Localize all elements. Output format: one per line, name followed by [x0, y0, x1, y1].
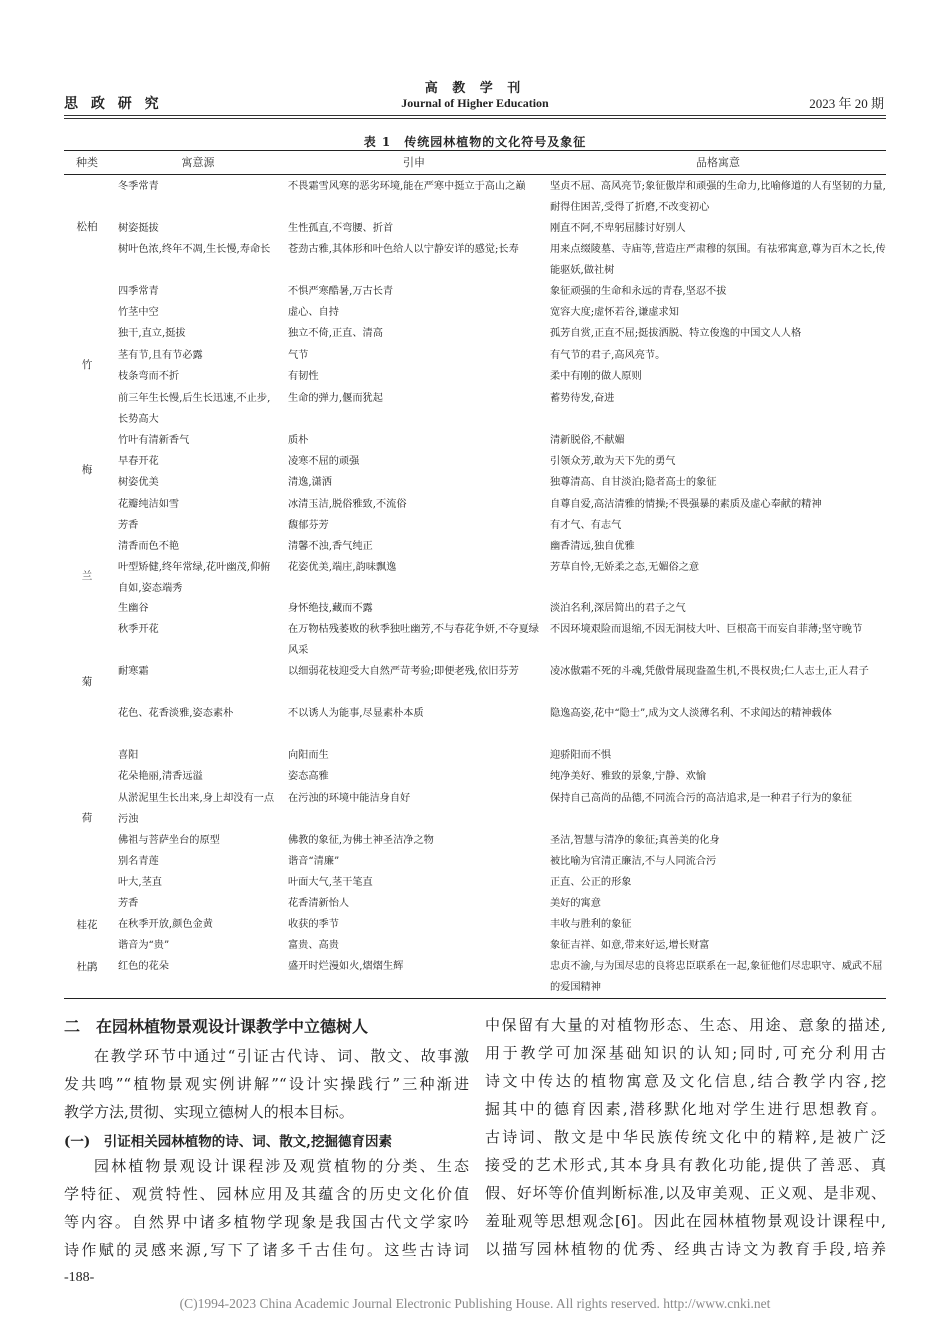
text-line: 掘其中的德育因素,潜移默化地对学生进行思想教育。	[485, 1100, 886, 1118]
table-cell-kind: 菊	[81, 676, 93, 688]
table-cell-origin: 树姿优美	[118, 477, 159, 488]
table-cell-extension: 不惧严寒酷暑,万古长青	[288, 286, 394, 297]
table-row	[64, 557, 886, 599]
table-row	[64, 935, 886, 956]
table-cell-origin: 竹叶有清新香气	[118, 435, 190, 446]
table-cell-origin: 别名青莲	[118, 856, 159, 867]
table-cell-quality: 隐逸高姿,花中“隐士”,成为文人淡薄名利、不求闻达的精神载体	[550, 708, 832, 719]
subsection-title: (一) 引证相关园林植物的诗、词、散文,挖掘德育因素	[64, 1134, 392, 1150]
table-cell-extension: 盛开时烂漫如火,熠熠生辉	[288, 961, 404, 972]
table-cell-quality: 迎骄阳而不惧	[550, 750, 612, 761]
text-line: 园林植物景观设计课程涉及观赏植物的分类、生态	[94, 1157, 469, 1175]
issue-label: 2023 年 20 期	[809, 96, 884, 111]
table-cell-extension: 冰清玉洁,脱俗雅致,不流俗	[288, 499, 407, 510]
table-cell-extension: 向阳而生	[288, 750, 329, 761]
table-cell-origin: 叶型矫健,终年常绿,花叶幽茂,仰俯自如,姿态端秀	[118, 562, 271, 594]
text-line: 诗作赋的灵感来源,写下了诸多千古佳句。这些古诗词	[64, 1241, 469, 1259]
table-row	[64, 430, 886, 451]
table-row	[64, 598, 886, 619]
table-row	[64, 745, 886, 766]
text-line: 接受的艺术形式,其本身具有教化功能,提供了善恶、真	[485, 1156, 886, 1174]
text-line: 教学方法,贯彻、实现立德树人的根本目标。	[64, 1103, 354, 1121]
table-cell-extension: 生性孤直,不弯腰、折首	[288, 223, 394, 234]
table-caption: 表 1 传统园林植物的文化符号及象征	[363, 135, 587, 149]
table-cell-origin: 生幽谷	[118, 603, 149, 614]
table-row	[64, 536, 886, 557]
table-row	[64, 494, 886, 515]
table-header-quality: 品格寓意	[696, 156, 740, 169]
table-cell-origin: 花朵艳丽,清香远溢	[118, 771, 203, 782]
table-cell-quality: 芳草自怜,无娇柔之态,无媚俗之意	[550, 562, 700, 573]
table-row	[64, 218, 886, 239]
table-cell-extension: 有韧性	[288, 371, 319, 382]
table-cell-origin: 冬季常青	[118, 181, 159, 192]
table-cell-quality: 宽容大度;虚怀若谷,谦虚求知	[550, 307, 679, 318]
table-cell-origin: 花色、花香淡雅,姿态素朴	[118, 708, 234, 719]
table-cell-extension: 质朴	[288, 435, 309, 446]
table-cell-quality: 美好的寓意	[550, 898, 601, 909]
table-cell-origin: 从淤泥里生长出来,身上却没有一点污浊	[118, 793, 275, 825]
table-cell-quality: 坚贞不屈、高风亮节;象征傲岸和顽强的生命力,比喻修道的人有坚韧的力量,耐得住困苦,受得了折磨,不改变初心	[550, 181, 886, 213]
table-cell-extension: 以细弱花枝迎受大自然严苛考验;即便老残,依旧芬芳	[288, 666, 519, 677]
table-cell-quality: 孤芳自赏,正直不屈;挺拔洒脱、特立俊逸的中国文人人格	[550, 328, 802, 339]
table-row	[64, 788, 886, 830]
table-cell-kind: 桂花	[76, 919, 98, 931]
table-cell-extension: 身怀绝技,藏而不露	[288, 603, 373, 614]
table-cell-extension: 谐音“清廉”	[288, 856, 340, 867]
table-cell-extension: 花香清新怡人	[288, 898, 350, 909]
table-cell-quality: 清新脱俗,不献媚	[550, 435, 625, 446]
text-line: 以描写园林植物的优秀、经典古诗文为教育手段,培养	[485, 1240, 886, 1258]
table-row	[64, 851, 886, 872]
table-cell-extension: 苍劲古雅,其体形和叶色给人以宁静安详的感觉;长寿	[288, 244, 519, 255]
table-cell-extension: 凌寒不屈的顽强	[288, 456, 360, 467]
table-cell-kind: 梅	[81, 464, 93, 476]
table-row	[64, 956, 886, 998]
page-number: -188-	[64, 1270, 95, 1285]
table-row	[64, 176, 886, 218]
table-cell-quality: 蓄势待发,奋进	[550, 393, 615, 404]
table-cell-extension: 清馨不浊,香气纯正	[288, 541, 373, 552]
table-cell-origin: 早春开花	[118, 456, 159, 467]
table-cell-origin: 茎有节,且有节必露	[118, 350, 203, 361]
table-cell-origin: 秋季开花	[118, 624, 159, 635]
table-cell-quality: 独尊清高、自甘淡泊;隐者高士的象征	[550, 477, 717, 488]
text-line: 在教学环节中通过“引证古代诗、词、散文、故事激	[94, 1047, 469, 1065]
table-cell-extension: 生命的弹力,偃而犹起	[288, 393, 383, 404]
table-cell-extension: 富贵、高贵	[288, 940, 339, 951]
table-row	[64, 302, 886, 323]
table-cell-quality: 象征顽强的生命和永远的青春,坚忍不拔	[550, 286, 727, 297]
table-cell-quality: 丰收与胜利的象征	[550, 919, 632, 930]
text-line: 诗文中传达的植物寓意及文化信息,结合教学内容,挖	[485, 1072, 886, 1090]
section-title: 二 在园林植物景观设计课教学中立德树人	[64, 1017, 369, 1036]
table-cell-quality: 幽香清远,独自优雅	[550, 541, 635, 552]
table-cell-origin: 叶大,茎直	[118, 877, 162, 888]
table-cell-origin: 耐寒霜	[118, 666, 149, 677]
intro-paragraph	[64, 1042, 469, 1126]
table-cell-extension: 叶面大气,茎干笔直	[288, 877, 373, 888]
table-row	[64, 281, 886, 302]
table-row	[64, 451, 886, 472]
table-cell-extension: 花姿优美,端庄,韵味飘逸	[288, 562, 397, 573]
table-cell-extension: 在万物枯残萎败的秋季独吐幽芳,不与春花争妍,不夺夏绿风采	[288, 624, 539, 656]
table-header-rule	[64, 174, 886, 175]
table-cell-kind: 松柏	[76, 221, 98, 233]
table-cell-origin: 树叶色浓,终年不凋,生长慢,寿命长	[118, 244, 271, 255]
table-cell-extension: 不以诱人为能事,尽显素朴本质	[288, 708, 424, 719]
table-cell-origin: 前三年生长慢,后生长迅速,不止步,长势高大	[118, 393, 271, 425]
text-line: 中保留有大量的对植物形态、生态、用途、意象的描述,	[485, 1016, 886, 1034]
table-cell-quality: 保持自己高尚的品德,不同流合污的高洁追求,是一种君子行为的象征	[550, 793, 852, 804]
table-cell-quality: 不因环境艰险而退缩,不因无洞枝大叶、巨根高干而妄自菲薄;坚守晚节	[550, 624, 863, 635]
table-row	[64, 830, 886, 851]
table-cell-origin: 树姿挺拔	[118, 223, 159, 234]
table-cell-quality: 纯净美好、雅致的景象,宁静、欢愉	[550, 771, 707, 782]
text-line: 发共鸣”“植物景观实例讲解”“设计实操践行”三种渐进	[64, 1075, 469, 1093]
table-cell-quality: 被比喻为官清正廉洁,不与人同流合污	[550, 856, 717, 867]
text-line: 假、好坏等价值判断标准,以及审美观、正义观、是非观、	[485, 1184, 886, 1202]
table-cell-quality: 用来点缀陵墓、寺庙等,营造庄严肃穆的氛围。有祛邪寓意,尊为百木之长,传能驱妖,做社树	[550, 244, 886, 276]
text-line: 羞耻观等思想观念[6]。因此在园林植物景观设计课程中,	[485, 1212, 886, 1230]
table-header-kind: 种类	[76, 156, 98, 169]
table-cell-kind: 兰	[81, 570, 93, 582]
table-row	[64, 661, 886, 703]
table-top-rule	[64, 150, 886, 151]
column-name: 思 政 研 究	[64, 96, 163, 112]
table-row	[64, 619, 886, 661]
table-cell-extension: 收获的季节	[288, 919, 339, 930]
journal-title-cn: 高 教 学 刊	[424, 81, 526, 96]
table-header-extension: 引申	[403, 156, 425, 169]
table-cell-extension: 馥郁芬芳	[288, 520, 329, 531]
table-cell-origin: 四季常青	[118, 286, 159, 297]
table-cell-origin: 芳香	[118, 898, 139, 909]
copyright-footer: (C)1994-2023 China Academic Journal Electronic Publishing House. All rights reserved. http://www.cnki.net	[179, 1296, 771, 1311]
table-cell-kind: 杜鹃	[76, 961, 98, 973]
body-paragraph-right	[485, 1011, 886, 1263]
text-line: 等内容。自然界中诸多植物学现象是我国古代文学家吟	[64, 1213, 469, 1231]
table-cell-extension: 在污浊的环境中能洁身自好	[288, 793, 411, 804]
table-cell-quality: 自尊自爱,高洁清雅的情操;不畏强暴的素质及虚心奉献的精神	[550, 499, 822, 510]
table-row	[64, 703, 886, 745]
table-row	[64, 872, 886, 893]
table-cell-kind: 荷	[81, 812, 93, 824]
table-cell-quality: 有才气、有志气	[550, 520, 622, 531]
table-bottom-rule	[64, 998, 886, 999]
table-cell-quality: 圣洁,智慧与清净的象征;真善美的化身	[550, 835, 720, 846]
table-cell-quality: 忠贞不渝,与为国尽忠的良将忠臣联系在一起,象征他们尽忠职守、威武不屈的爱国精神	[550, 961, 883, 993]
table-cell-quality: 有气节的君子,高风亮节。	[550, 350, 666, 361]
table-cell-kind: 竹	[81, 359, 93, 371]
table-row	[64, 766, 886, 787]
table-row	[64, 472, 886, 493]
table-row	[64, 515, 886, 536]
header-rule-2	[64, 118, 886, 119]
table-cell-extension: 虚心、自持	[288, 307, 339, 318]
text-line: 用于教学可加深基础知识的认知;同时,可充分利用古	[485, 1044, 886, 1062]
table-cell-origin: 竹茎中空	[118, 307, 159, 318]
table-cell-quality: 刚直不阿,不卑躬屈膝讨好别人	[550, 223, 686, 234]
header-rule	[64, 115, 886, 116]
table-cell-extension: 清逸,潇洒	[288, 477, 332, 488]
table-cell-origin: 独干,直立,挺拔	[118, 328, 186, 339]
body-paragraph-left	[64, 1152, 469, 1264]
table-cell-quality: 引领众芳,敢为天下先的勇气	[550, 456, 676, 467]
table-row	[64, 893, 886, 914]
journal-title-en: Journal of Higher Education	[401, 96, 549, 110]
table-cell-extension: 佛教的象征,为佛土神圣洁净之物	[288, 835, 434, 846]
table-cell-origin: 红色的花朵	[118, 961, 169, 972]
table-row	[64, 388, 886, 430]
table-row	[64, 366, 886, 387]
table-row	[64, 345, 886, 366]
table-cell-origin: 芳香	[118, 520, 139, 531]
table-cell-quality: 淡泊名利,深居简出的君子之气	[550, 603, 686, 614]
table-cell-origin: 枝条弯而不折	[118, 371, 180, 382]
table-cell-origin: 花瓣纯洁如雪	[118, 499, 180, 510]
text-line: 古诗词、散文是中华民族传统文化中的精粹,是被广泛	[485, 1128, 886, 1146]
table-cell-quality: 象征吉祥、如意,带来好运,增长财富	[550, 940, 710, 951]
table-cell-origin: 在秋季开放,颜色金黄	[118, 919, 213, 930]
table-cell-origin: 喜阳	[118, 750, 139, 761]
table-cell-quality: 凌冰傲霜不死的斗魂,凭傲骨展现盎盈生机,不畏权贵;仁人志士,正人君子	[550, 666, 869, 677]
table-cell-quality: 柔中有刚的做人原则	[550, 371, 642, 382]
table-row	[64, 914, 886, 935]
table-row	[64, 323, 886, 344]
table-row	[64, 239, 886, 281]
table-header-origin: 寓意源	[181, 156, 215, 169]
table-cell-extension: 独立不倚,正直、清高	[288, 328, 383, 339]
table-cell-extension: 气节	[288, 350, 309, 361]
table-cell-origin: 佛祖与菩萨坐台的原型	[118, 835, 220, 846]
table-cell-origin: 清香而色不艳	[118, 541, 180, 552]
table-cell-origin: 谐音为“贵”	[118, 940, 170, 951]
table-cell-extension: 姿态高雅	[288, 771, 329, 782]
table-cell-extension: 不畏霜雪风寒的恶劣环境,能在严寒中挺立于高山之巅	[288, 181, 526, 192]
table-cell-quality: 正直、公正的形象	[550, 877, 632, 888]
text-line: 学特征、观赏特性、园林应用及其蕴含的历史文化价值	[64, 1185, 469, 1203]
